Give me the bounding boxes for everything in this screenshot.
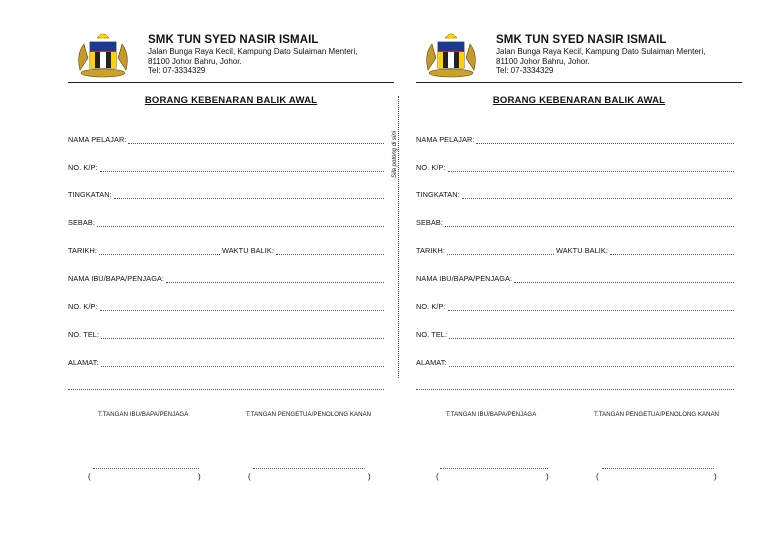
school-address-line2: 81100 Johor Bahru, Johor. [496,56,590,66]
field-sebab[interactable] [416,215,734,227]
form-title: BORANG KEBENARAN BALIK AWAL [492,95,666,106]
school-phone: Tel: 07-3334329 [496,66,554,75]
field-waktu-balik[interactable] [222,243,384,255]
field-label: TARIKH: [68,246,97,255]
address-continuation-line[interactable] [416,389,734,390]
field-sebab[interactable] [68,215,384,227]
field-no-kp-penjaga[interactable] [416,299,734,311]
school-name: SMK TUN SYED NASIR ISMAIL [148,34,319,46]
principal-signature-line[interactable] [602,468,714,469]
cut-note [390,120,406,180]
school-name: SMK TUN SYED NASIR ISMAIL [496,34,667,46]
parent-signature-label: T.TANGAN IBU/BAPA/PENJAGA [446,412,537,418]
field-label: NAMA IBU/BAPA/PENJAGA: [416,274,513,283]
address-continuation-line[interactable] [68,389,384,390]
principal-signature-label: T.TANGAN PENGETUA/PENOLONG KANAN [594,412,720,418]
school-header [496,34,756,76]
field-label: WAKTU BALIK: [556,246,609,255]
principal-name-paren-open: ( [596,472,599,481]
field-label: WAKTU BALIK: [222,246,275,255]
field-label: TINGKATAN: [68,190,112,199]
principal-name-paren-open: ( [248,472,251,481]
header-divider [68,82,394,83]
field-label: NO. TEL: [68,330,100,339]
field-label: TINGKATAN: [416,190,460,199]
principal-name-paren-close: ) [368,472,371,481]
school-address-line1: Jalan Bunga Raya Kecil, Kampung Dato Sulaiman Menteri, [148,47,358,56]
cut-note-text: Sila potong di sini [392,130,398,178]
school-address-line2: 81100 Johor Bahru, Johor. [148,56,242,66]
field-nama-pelajar[interactable] [68,132,384,144]
field-alamat[interactable] [68,355,384,367]
form-title: BORANG KEBENARAN BALIK AWAL [144,95,318,106]
field-label: NAMA PELAJAR: [416,135,475,144]
field-label: TARIKH: [416,246,445,255]
coat-of-arms-icon [420,30,482,78]
field-no-kp-penjaga[interactable] [68,299,384,311]
field-label: NAMA PELAJAR: [68,135,127,144]
field-label: ALAMAT: [416,358,447,367]
field-tarikh[interactable] [416,243,554,255]
field-tarikh[interactable] [68,243,220,255]
parent-name-paren-open: ( [436,472,439,481]
parent-signature-line[interactable] [93,468,199,469]
parent-name-paren-close: ) [546,472,549,481]
field-label: NO. K/P: [68,163,98,172]
school-address-line1: Jalan Bunga Raya Kecil, Kampung Dato Sulaiman Menteri, [496,47,706,56]
parent-name-paren-open: ( [88,472,91,481]
field-tingkatan[interactable] [68,187,384,199]
parent-name-paren-close: ) [198,472,201,481]
permission-form-right [416,0,746,543]
field-label: NO. TEL: [416,330,448,339]
field-label: SEBAB: [68,218,95,227]
field-label: ALAMAT: [68,358,99,367]
field-no-tel[interactable] [416,327,734,339]
parent-signature-label: T.TANGAN IBU/BAPA/PENJAGA [98,412,189,418]
field-label: NO. K/P: [68,302,98,311]
field-waktu-balik[interactable] [556,243,734,255]
field-no-kp[interactable] [68,160,384,172]
parent-signature-line[interactable] [440,468,548,469]
field-label: NAMA IBU/BAPA/PENJAGA: [68,274,165,283]
field-label: SEBAB: [416,218,443,227]
principal-signature-line[interactable] [253,468,365,469]
school-phone: Tel: 07-3334329 [148,66,206,75]
permission-form-left [68,0,398,543]
field-no-kp[interactable] [416,160,734,172]
field-label: NO. K/P: [416,163,446,172]
field-label: NO. K/P: [416,302,446,311]
field-tingkatan[interactable] [416,187,732,199]
field-nama-pelajar[interactable] [416,132,734,144]
field-no-tel[interactable] [68,327,384,339]
field-nama-penjaga[interactable] [68,271,384,283]
field-alamat[interactable] [416,355,734,367]
principal-signature-label: T.TANGAN PENGETUA/PENOLONG KANAN [246,412,372,418]
principal-name-paren-close: ) [714,472,717,481]
header-divider [416,82,742,83]
school-header [148,34,408,76]
coat-of-arms-icon [72,30,134,78]
field-nama-penjaga[interactable] [416,271,734,283]
